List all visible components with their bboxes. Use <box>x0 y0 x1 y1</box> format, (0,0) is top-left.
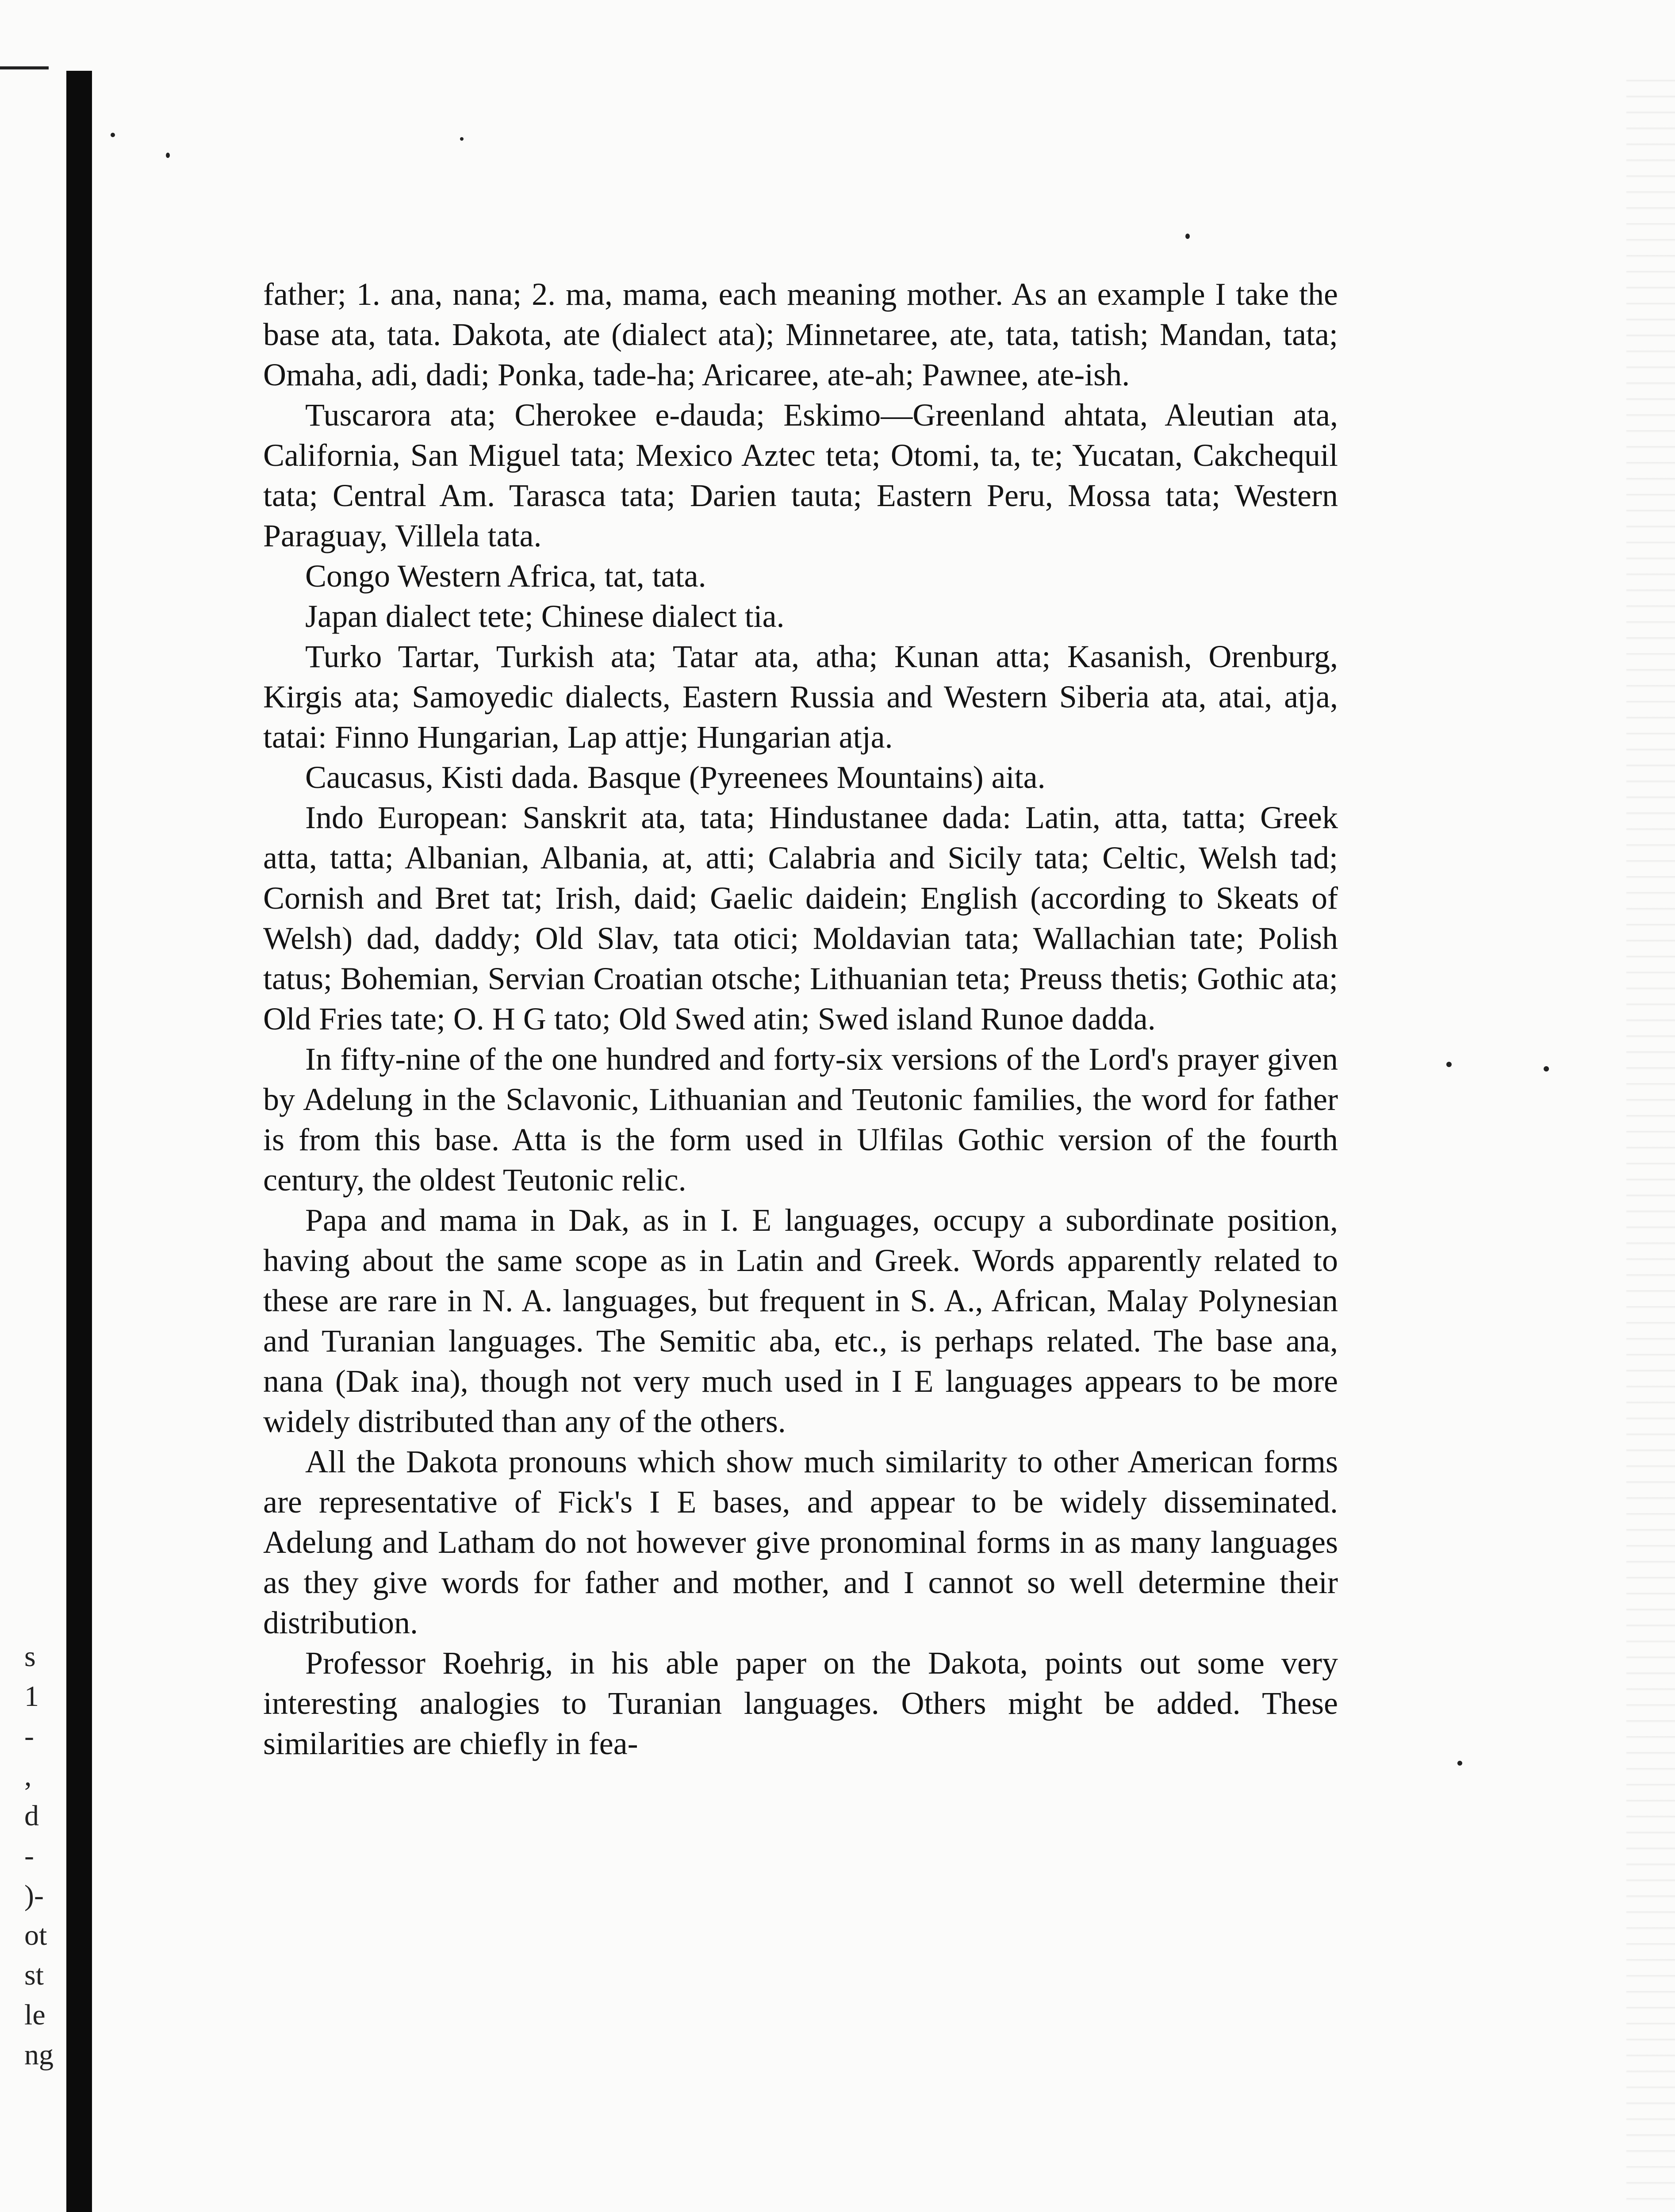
margin-fragment: ng <box>24 2039 54 2071</box>
scan-speck <box>111 133 115 137</box>
margin-fragment: 1 <box>24 1680 39 1713</box>
paragraph: In fifty-nine of the one hundred and forty-six versions of the Lord's prayer given by Adelung in the Sclavonic, Lithuanian and Teutonic families, the word for father is from this base. Atta is the form used in Ulfilas Gothic version of the fourth century, the oldest Teutonic relic. <box>263 1041 1338 1198</box>
margin-fragment: - <box>24 1720 34 1752</box>
paragraph: father; 1. ana, nana; 2. ma, mama, each meaning mother. As an example I take the base ata, tata. Dakota, ate (dialect ata); Minnetaree, ate, tata, tatish; Mandan, tata; Omaha, adi, dadi; Ponka, tade-ha; Aricaree, ate-ah; Pawnee, ate-ish. <box>263 276 1338 392</box>
body-text <box>263 274 1338 1764</box>
binding-edge-line <box>0 66 49 69</box>
scan-speck <box>166 153 170 158</box>
left-margin-fragments <box>24 1637 73 2075</box>
margin-fragment: d <box>24 1800 39 1832</box>
paragraph: Turko Tartar, Turkish ata; Tatar ata, atha; Kunan atta; Kasanish, Orenburg, Kirgis ata; Samoyedic dialects, Eastern Russia and Western Siberia ata, atai, atja, tatai: Finno Hungarian, Lap attje; Hungarian atja. <box>263 639 1338 755</box>
scan-speck <box>1457 1761 1462 1766</box>
paragraph: All the Dakota pronouns which show much similarity to other American forms are representative of Fick's I E bases, and appear to be widely disseminated. Adelung and Latham do not however give pronominal forms in as many languages as they give words for father and mother, and I cannot so well determine their distribution. <box>263 1444 1338 1640</box>
margin-fragment: , <box>24 1760 32 1792</box>
margin-fragment: ot <box>24 1919 47 1951</box>
paragraph: Indo European: Sanskrit ata, tata; Hindustanee dada: Latin, atta, tatta; Greek atta, tatta; Albanian, Albania, at, atti; Calabria and Sicily tata; Celtic, Welsh tad; Cornish and Bret tat; Irish, daid; Gaelic daidein; English (according to Skeats of Welsh) dad, daddy; Old Slav, tata otici; Moldavian tata; Wallachian tate; Polish tatus; Bohemian, Servian Croatian otsche; Lithuanian teta; Preuss thetis; Gothic ata; Old Fries tate; O. H G tato; Old Swed atin; Swed island Runoe dadda. <box>263 800 1338 1037</box>
paragraph: Caucasus, Kisti dada. Basque (Pyreenees Mountains) aita. <box>305 760 1046 795</box>
margin-fragment: st <box>24 1959 44 1991</box>
paragraph: Papa and mama in Dak, as in I. E languages, occupy a subordinate position, having about the same scope as in Latin and Greek. Words apparently related to these are rare in N. A. languages, but frequent in S. A., African, Malay Polynesian and Turanian languages. The Semitic aba, etc., is perhaps related. The base ana, nana (Dak ina), though not very much used in I E languages appears to be more widely distributed than any of the others. <box>263 1202 1338 1439</box>
margin-fragment: )- <box>24 1879 44 1912</box>
scan-speck <box>1544 1066 1549 1071</box>
paragraph: Congo Western Africa, tat, tata. <box>305 558 706 594</box>
paragraph: Professor Roehrig, in his able paper on the Dakota, points out some very interesting analogies to Turanian languages. Others might be added. These similarities are chiefly in fea- <box>263 1645 1338 1761</box>
margin-fragment: s <box>24 1640 36 1673</box>
scan-speck <box>1446 1062 1452 1067</box>
scan-speck <box>460 137 464 141</box>
paragraph: Tuscarora ata; Cherokee e-dauda; Eskimo—Greenland ahtata, Aleutian ata, California, San Miguel tata; Mexico Aztec teta; Otomi, ta, te; Yucatan, Cakchequil tata; Central Am. Tarasca tata; Darien tauta; Eastern Peru, Mossa tata; Western Paraguay, Villela tata. <box>263 397 1338 553</box>
margin-fragment: le <box>24 1999 46 2031</box>
scan-speck <box>1185 234 1190 239</box>
margin-fragment: - <box>24 1839 34 1872</box>
paragraph: Japan dialect tete; Chinese dialect tia. <box>305 599 785 634</box>
right-edge-scan-noise <box>1626 66 1675 2212</box>
